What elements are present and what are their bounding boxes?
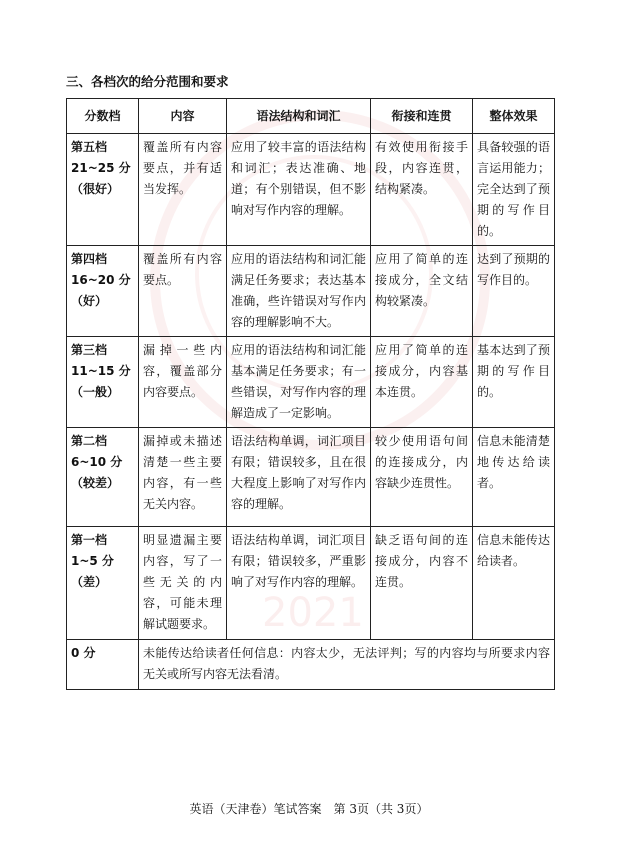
level-rating: （很好） [71,182,120,196]
level-cell [67,527,139,640]
level-range: 1~5 分 [71,554,114,568]
overall-cell: 信息未能清楚地传达给读者。 [473,428,555,527]
content-cell: 覆盖所有内容要点，并有适当发挥。 [139,134,227,246]
level-name: 第二档 [71,434,108,448]
overall-cell: 具备较强的语言运用能力；完全达到了预期的写作目的。 [473,134,555,246]
content-cell: 漏掉或未描述清楚一些主要内容，有一些无关内容。 [139,428,227,527]
grammar-cell: 语法结构单调，词汇项目有限；错误较多，严重影响了对写作内容的理解。 [227,527,371,640]
level-name: 第四档 [71,252,108,266]
cohesion-cell: 应用了简单的连接成分，全文结构较紧凑。 [371,246,473,337]
table-row [67,527,555,640]
level-cell [67,337,139,428]
grammar-cell: 语法结构单调，词汇项目有限；错误较多，且在很大程度上影响了对写作内容的理解。 [227,428,371,527]
level-range: 21~25 分 [71,161,131,175]
cohesion-cell: 较少使用语句间的连接成分，内容缺少连贯性。 [371,428,473,527]
header-grammar-vocabulary: 语法结构和词汇 [227,99,371,134]
cohesion-cell: 缺乏语句间的连接成分，内容不连贯。 [371,527,473,640]
overall-cell: 信息未能传达给读者。 [473,527,555,640]
level-cell [67,134,139,246]
level-name: 第五档 [71,140,108,154]
content-cell: 明显遗漏主要内容，写了一些无关的内容，可能未理解试题要求。 [139,527,227,640]
cohesion-cell: 有效使用衔接手段，内容连贯，结构紧凑。 [371,134,473,246]
level-range: 6~10 分 [71,455,123,469]
level-range: 11~15 分 [71,364,131,378]
section-title: 三、各档次的给分范围和要求 [66,74,229,89]
level-cell-zero: 0 分 [67,640,139,690]
level-rating: （一般） [71,385,120,399]
level-cell [67,428,139,527]
page-footer: 英语（天津卷）笔试答案 第 3页（共 3页） [189,802,429,816]
overall-cell: 基本达到了预期的写作目的。 [473,337,555,428]
table-header-row [67,99,555,134]
grammar-cell: 应用的语法结构和词汇能满足任务要求；表达基本准确，些许错误对写作内容的理解影响不大。 [227,246,371,337]
level-range: 16~20 分 [71,273,131,287]
level-rating: （较差） [71,476,120,490]
content-cell: 漏掉一些内容，覆盖部分内容要点。 [139,337,227,428]
header-content: 内容 [139,99,227,134]
header-overall-effect: 整体效果 [473,99,555,134]
level-name: 第三档 [71,343,108,357]
table-row-zero [67,640,555,690]
grading-table [66,98,555,690]
level-cell [67,246,139,337]
zero-description: 未能传达给读者任何信息：内容太少，无法评判；写的内容均与所要求内容无关或所写内容无法看清。 [139,640,555,690]
cohesion-cell: 应用了简单的连接成分，内容基本连贯。 [371,337,473,428]
table-row [67,246,555,337]
table-row [67,134,555,246]
level-rating: （好） [71,294,108,308]
grammar-cell: 应用了较丰富的语法结构和词汇；表达准确、地道；有个别错误，但不影响对写作内容的理解。 [227,134,371,246]
table-row [67,337,555,428]
watermark-year: 2021 [262,590,364,636]
table-row [67,428,555,527]
grammar-cell: 应用的语法结构和词汇能基本满足任务要求；有一些错误，对写作内容的理解造成了一定影响。 [227,337,371,428]
level-rating: （差） [71,575,108,589]
level-name: 第一档 [71,533,108,547]
content-cell: 覆盖所有内容要点。 [139,246,227,337]
header-score-level: 分数档 [67,99,139,134]
header-cohesion-coherence: 衔接和连贯 [371,99,473,134]
overall-cell: 达到了预期的写作目的。 [473,246,555,337]
